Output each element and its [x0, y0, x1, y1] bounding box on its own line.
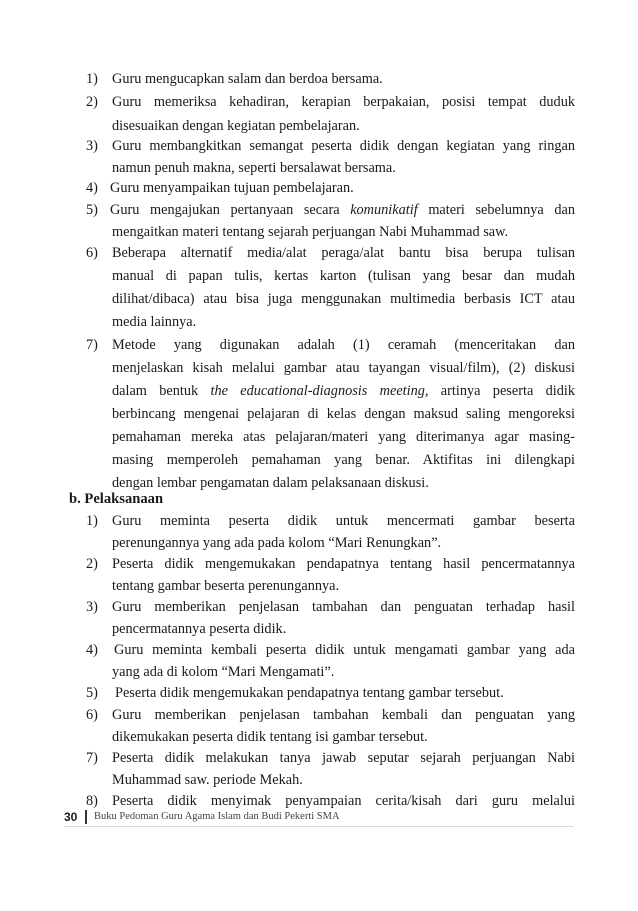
item-text: Beberapa alternatif media/alat peraga/alat bantu bisa berupa tulisan	[112, 245, 575, 261]
item-text: mengaitkan materi tentang sejarah perjuangan Nabi Muhammad saw.	[112, 224, 509, 240]
item-text: Muhammad saw. periode Mekah.	[112, 772, 303, 788]
section-heading: b. Pelaksanaan	[69, 491, 164, 507]
footer-divider	[85, 810, 87, 824]
item-number: 7)	[86, 337, 98, 353]
item-text: Guru meminta kembali peserta didik untuk mengamati gambar yang ada	[114, 642, 575, 658]
text-run: materi sebelumnya dan	[417, 202, 576, 218]
item-text: Guru membangkitkan semangat peserta didik dengan kegiatan yang ringan	[112, 138, 575, 154]
item-text: manual di papan tulis, kertas karton (tulisan yang besar dan mudah	[112, 268, 575, 284]
item-text	[110, 199, 575, 221]
item-text: tentang gambar beserta perenungannya.	[112, 578, 340, 594]
item-number: 2)	[86, 556, 98, 572]
page-footer	[64, 808, 574, 828]
text-run: dalam bentuk	[112, 383, 211, 399]
item-text: media lainnya.	[112, 314, 197, 330]
item-text: Metode yang digunakan adalah (1) ceramah (menceritakan dan	[112, 337, 575, 353]
item-text: dilihat/dibaca) atau bisa juga menggunakan multimedia berbasis ICT atau	[112, 291, 575, 307]
item-number: 2)	[86, 94, 98, 110]
emphasis-text: komunikatif	[350, 202, 418, 218]
item-text: Peserta didik menyimak penyampaian cerita/kisah dari guru melalui	[112, 793, 575, 809]
item-text: Guru menyampaikan tujuan pembelajaran.	[110, 180, 354, 196]
item-number: 5)	[86, 685, 98, 701]
footer-rule	[64, 826, 574, 827]
item-number: 3)	[86, 138, 98, 154]
item-text: menjelaskan kisah melalui gambar atau tayangan visual/film), (2) diskusi	[112, 360, 575, 376]
item-text: pencermatannya peserta didik.	[112, 621, 287, 637]
item-number: 1)	[86, 71, 98, 87]
item-number: 6)	[86, 707, 98, 723]
item-text: Guru memberikan penjelasan tambahan dan penguatan terhadap hasil	[112, 599, 575, 615]
item-text: Peserta didik mengemukakan pendapatnya tentang gambar tersebut.	[115, 685, 504, 701]
item-number: 4)	[86, 642, 98, 658]
item-text: perenungannya yang ada pada kolom “Mari Renungkan”.	[112, 535, 442, 551]
item-text: Guru memeriksa kehadiran, kerapian berpakaian, posisi tempat duduk	[112, 94, 575, 110]
item-text: dikemukakan peserta didik tentang isi gambar tersebut.	[112, 729, 428, 745]
item-number: 6)	[86, 245, 98, 261]
item-text: Guru meminta peserta didik untuk mencermati gambar beserta	[112, 513, 575, 529]
item-text: disesuaikan dengan kegiatan pembelajaran.	[112, 118, 360, 134]
emphasis-text: the educational-diagnosis meeting,	[210, 383, 429, 399]
page-number: 30	[64, 810, 78, 824]
text-run: artinya peserta didik	[428, 383, 575, 399]
item-text: Guru mengucapkan salam dan berdoa bersama.	[112, 71, 383, 87]
item-text	[112, 380, 575, 402]
item-number: 7)	[86, 750, 98, 766]
item-number: 3)	[86, 599, 98, 615]
footer-title: Buku Pedoman Guru Agama Islam dan Budi Pekerti SMA	[94, 811, 340, 822]
item-number: 8)	[86, 793, 98, 809]
text-run: Guru mengajukan pertanyaan secara	[110, 202, 351, 218]
item-number: 4)	[86, 180, 98, 196]
item-text: Guru memberikan penjelasan tambahan kembali dan penguatan yang	[112, 707, 575, 723]
item-text: dengan lembar pengamatan dalam pelaksanaan diskusi.	[112, 475, 429, 491]
item-number: 1)	[86, 513, 98, 529]
item-text: Peserta didik mengemukakan pendapatnya tentang hasil pencermatannya	[112, 556, 575, 572]
item-text: namun penuh makna, seperti bersalawat bersama.	[112, 160, 396, 176]
item-number: 5)	[86, 202, 98, 218]
item-text: masing memperoleh pemahaman yang benar. Aktifitas ini dilengkapi	[112, 452, 575, 468]
item-text: berbincang mengenai pelajaran di kelas dengan maksud saling mengoreksi	[112, 406, 575, 422]
item-text: yang ada di kolom “Mari Mengamati”.	[112, 664, 335, 680]
item-text: Peserta didik melakukan tanya jawab seputar sejarah perjuangan Nabi	[112, 750, 575, 766]
item-text: pemahaman mereka atas pelajaran/materi yang diterimanya agar masing-	[112, 429, 575, 445]
